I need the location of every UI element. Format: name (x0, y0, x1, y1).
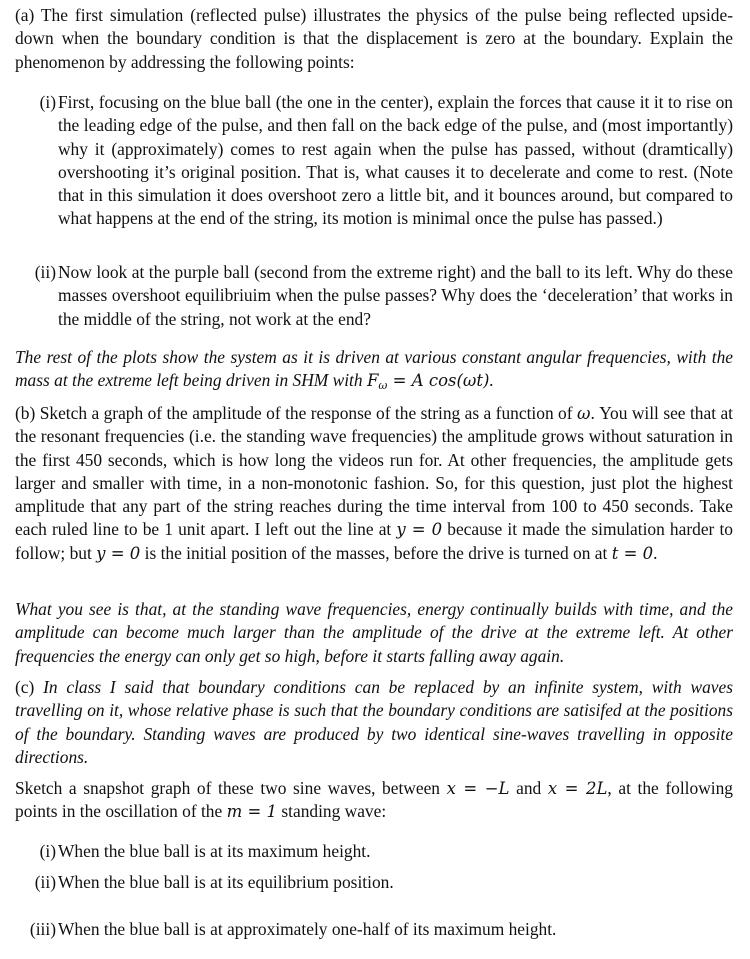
omega-symbol: ω (576, 404, 591, 423)
item-label: (ii) (34, 872, 56, 892)
part-b-segment: . You will see that at the resonant frequencies (i.e. the standing wave frequencies) the amplitude grows without saturation in the first 450 seconds, which is how long the videos run for. At other frequencies, the amplitude gets larger and smaller with time, in a non-monotonic fashion. So, for this question, just plot the highest amplitude that any part of the string reaches during the time interval from 100 to 450 seconds. Take each ruled line to be 1 unit apart. I left out the line at (15, 403, 733, 540)
drive-force-formula: = A cos(ωt) (387, 371, 490, 391)
part-c-item-i (22, 840, 733, 863)
item-text: First, focusing on the blue ball (the one in the center), explain the forces that cause it it to rise on the leading edge of the pulse, and then fall on the back edge of the pulse, and (most importantly) why it (approximately) comes to rest again when the pulse has passed, without (dramtically) overshooting it’s original position. That is, what causes it to decelerate and come to rest. (Note that in this simulation it does overshoot zero a little bit, and it bounces around, but compared to what happens at the end of the string, its motion is minimal once the pulse has passed.) (58, 92, 733, 229)
part-b-segment: . (653, 542, 658, 563)
part-c-item-ii (22, 871, 733, 894)
x-max-formula: x = 2L (547, 779, 608, 798)
item-text: When the blue ball is at its equilibrium position. (58, 872, 394, 892)
item-text: Now look at the purple ball (second from the extreme right) and the ball to its left. Why do these masses overshoot equilibriuim when the pulse passes? Why does the ‘deceleration’ that works in the middle of the string, not work at the end? (58, 262, 733, 329)
part-c-italic-text: In class I said that boundary conditions can be replaced by an infinite system, with waves travelling on it, whose relative phase is such that the boundary conditions are satisifed at the positions of the boundary. Standing waves are produced by two identical sine-waves travelling in opposite directions. (15, 677, 733, 767)
note-text: The rest of the plots show the system as it is driven at various constant angular frequencies, with the mass at the extreme left being driven in SHM with (15, 347, 733, 391)
part-c-intro (15, 676, 733, 769)
part-b-text (15, 402, 733, 565)
x-min-formula: x = −L (446, 779, 510, 798)
sketch-segment: standing wave: (277, 801, 387, 822)
part-c-label: (c) (15, 677, 44, 697)
part-b-segment: is the initial position of the masses, before the drive is turned on at (140, 542, 612, 563)
standing-wave-energy-note: What you see is that, at the standing wave frequencies, energy continually builds with time, and the amplitude can become much larger than the amplitude of the drive at the extreme left. At other frequencies the energy can only get so high, before it starts falling away again. (15, 599, 733, 666)
drive-force-subscript: ω (378, 379, 388, 393)
part-a-item-ii (22, 261, 733, 331)
item-text: When the blue ball is at approximately one-half of its maximum height. (58, 919, 557, 939)
y-zero-formula: y = 0 (96, 543, 141, 563)
item-label: (iii) (29, 919, 56, 939)
item-label: (i) (39, 92, 56, 112)
driven-system-note (15, 346, 733, 398)
part-c-sketch-instruction (15, 777, 733, 824)
part-a-intro: (a) The first simulation (reflected pulse) illustrates the physics of the pulse being reflected upside-down when the boundary condition is that the displacement is zero at the boundary. Explain the phenomenon by addressing the following points: (15, 5, 733, 72)
sketch-segment: , at the following points in the oscillation of the (15, 778, 733, 822)
sketch-segment: and (509, 778, 548, 798)
sketch-segment: Sketch a snapshot graph of these two sine waves, between (15, 778, 447, 798)
item-text: When the blue ball is at its maximum height. (58, 841, 371, 861)
drive-force-symbol: F (366, 371, 379, 391)
note-end: . (489, 370, 494, 391)
t-zero-formula: t = 0 (611, 543, 654, 563)
part-b-segment: because it made the simulation harder to follow; but (15, 519, 734, 563)
mode-formula: m = 1 (226, 802, 278, 822)
part-a-item-i (22, 91, 733, 231)
part-c-item-iii (22, 918, 733, 941)
part-b-segment: (b) Sketch a graph of the amplitude of the response of the string as a function of (15, 403, 577, 423)
y-zero-formula: y = 0 (396, 520, 443, 540)
item-label: (ii) (34, 262, 56, 282)
item-label: (i) (39, 841, 56, 861)
